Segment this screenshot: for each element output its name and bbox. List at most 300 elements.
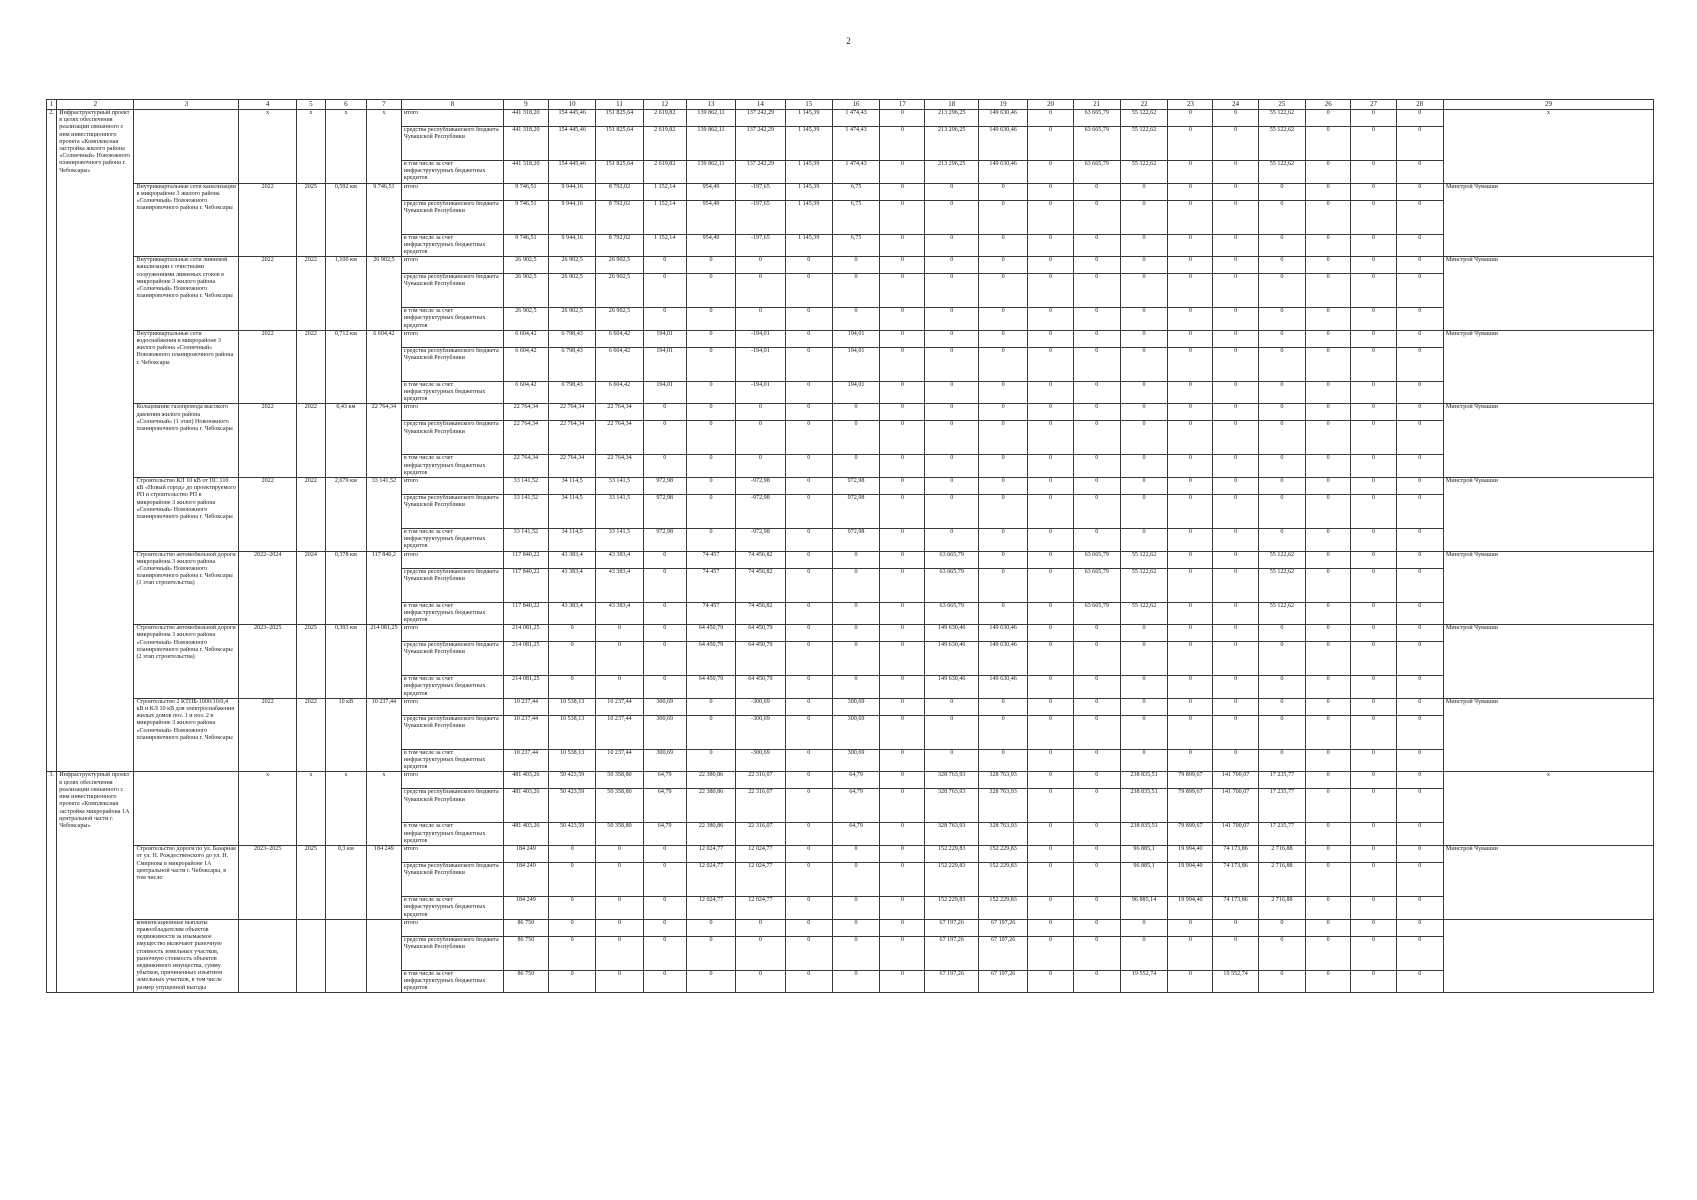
- table-row: [47, 919, 1654, 936]
- value-cell: 0: [1120, 625, 1167, 642]
- value-cell: 149 630,46: [978, 110, 1027, 127]
- value-cell: 152 229,83: [925, 846, 978, 863]
- value-cell: 0: [1396, 772, 1443, 789]
- value-cell: 0: [736, 274, 785, 308]
- project-name-cell: Инфраструктурный проект в целях обеспечения реализации связанного с ним инвестиционного проекта «Комплексная застройка микрорайона 1А центральной части г. Чебоксары»: [57, 772, 134, 993]
- value-cell: 0: [1028, 789, 1073, 823]
- value-cell: 6 604,42: [596, 347, 643, 381]
- executor-cell: Минстрой Чувашии: [1443, 183, 1653, 257]
- value-cell: -300,69: [736, 715, 785, 749]
- value-cell: 63 665,79: [1073, 161, 1120, 184]
- value-cell: 0: [1073, 863, 1120, 897]
- value-cell: 0: [925, 257, 978, 274]
- value-cell: 0: [643, 970, 686, 993]
- value-cell: 26 902,5: [503, 274, 548, 308]
- value-cell: 0: [880, 274, 925, 308]
- value-cell: 0: [1306, 110, 1351, 127]
- value-cell: 0: [978, 568, 1027, 602]
- value-cell: 0: [880, 642, 925, 676]
- value-cell: 0: [1351, 421, 1396, 455]
- funding-source-cell: итого: [401, 846, 503, 863]
- value-cell: 0: [1168, 698, 1213, 715]
- value-cell: 0: [1258, 625, 1305, 642]
- value-cell: 0: [1258, 698, 1305, 715]
- value-cell: 0: [1396, 897, 1443, 920]
- value-cell: 0: [1028, 381, 1073, 404]
- object-name-cell: Строительство автомобильной дороги микрорайона 3 жилого района «Солнечный» Новоюжного планировочного района г. Чебоксары (1 этап строительства): [134, 551, 239, 625]
- value-cell: 0: [1120, 455, 1167, 478]
- value-cell: 0: [1213, 234, 1258, 257]
- value-cell: 50 358,80: [596, 823, 643, 846]
- value-cell: 0: [832, 274, 879, 308]
- value-cell: 0: [785, 529, 832, 552]
- value-cell: 43 383,4: [549, 602, 596, 625]
- value-cell: 214 081,25: [503, 625, 548, 642]
- value-cell: 0: [736, 308, 785, 331]
- value-cell: 0: [596, 676, 643, 699]
- value-cell: 0: [1306, 625, 1351, 642]
- value-cell: 0: [832, 404, 879, 421]
- value-cell: 0: [1351, 749, 1396, 772]
- value-cell: 0: [1168, 404, 1213, 421]
- value-cell: 0: [1073, 529, 1120, 552]
- value-cell: 0: [1120, 715, 1167, 749]
- value-cell: 55 122,62: [1120, 110, 1167, 127]
- value-cell: 26 902,5: [549, 257, 596, 274]
- value-cell: 0: [978, 495, 1027, 529]
- value-cell: 441 318,20: [503, 110, 548, 127]
- value-cell: 0: [1306, 478, 1351, 495]
- project-number-cell: 2.: [47, 110, 57, 772]
- value-cell: 0: [785, 551, 832, 568]
- value-cell: 0: [1120, 698, 1167, 715]
- object-name-cell: [134, 772, 239, 846]
- value-cell: 0: [785, 919, 832, 936]
- value-cell: 0: [880, 568, 925, 602]
- capacity-cell: 0,712 км: [325, 330, 366, 404]
- value-cell: 152 229,83: [978, 846, 1027, 863]
- value-cell: 0: [1351, 274, 1396, 308]
- funding-source-cell: в том числе за счет инфраструктурных бюджетных кредитов: [401, 161, 503, 184]
- value-cell: 0: [1168, 625, 1213, 642]
- value-cell: 0: [1073, 823, 1120, 846]
- value-cell: 0: [1351, 330, 1396, 347]
- value-cell: 0: [785, 863, 832, 897]
- table-row: [47, 551, 1654, 568]
- value-cell: 0: [785, 330, 832, 347]
- value-cell: 22 316,07: [736, 823, 785, 846]
- value-cell: 0: [1120, 330, 1167, 347]
- value-cell: 0: [549, 919, 596, 936]
- funding-source-cell: в том числе за счет инфраструктурных бюджетных кредитов: [401, 970, 503, 993]
- value-cell: 0: [643, 455, 686, 478]
- value-cell: 0: [1073, 404, 1120, 421]
- value-cell: 9 944,16: [549, 183, 596, 200]
- funding-source-cell: средства республиканского бюджета Чувашской Республики: [401, 347, 503, 381]
- value-cell: 0: [686, 749, 735, 772]
- value-cell: 1 152,14: [643, 200, 686, 234]
- value-cell: 0: [1306, 863, 1351, 897]
- cost-cell: 22 764,34: [366, 404, 401, 478]
- value-cell: 0: [1306, 698, 1351, 715]
- column-number-cell: 25: [1258, 100, 1305, 110]
- column-number-cell: 6: [325, 100, 366, 110]
- value-cell: 0: [1306, 347, 1351, 381]
- value-cell: 139 862,11: [686, 127, 735, 161]
- value-cell: 10 538,13: [549, 749, 596, 772]
- value-cell: 0: [1351, 789, 1396, 823]
- capacity-cell: 0,592 км: [325, 183, 366, 257]
- table-row: [47, 625, 1654, 642]
- end-year-cell: 2022: [296, 698, 325, 772]
- value-cell: 0: [832, 897, 879, 920]
- value-cell: 0: [1258, 478, 1305, 495]
- value-cell: 0: [832, 642, 879, 676]
- value-cell: 86 750: [503, 970, 548, 993]
- object-name-cell: Строительство дороги по ул. Базарная от ул. Н. Рождественского до ул. Н. Смирнова в микрорайоне 1А центральной части г. Чебоксары, в том числе:: [134, 846, 239, 920]
- value-cell: 0: [880, 749, 925, 772]
- value-cell: 194,01: [643, 381, 686, 404]
- funding-source-cell: средства республиканского бюджета Чувашской Республики: [401, 495, 503, 529]
- funding-source-cell: средства республиканского бюджета Чувашской Республики: [401, 274, 503, 308]
- value-cell: 0: [785, 257, 832, 274]
- value-cell: 0: [1168, 676, 1213, 699]
- value-cell: 63 665,79: [1073, 127, 1120, 161]
- value-cell: 328 763,93: [925, 772, 978, 789]
- value-cell: 10 538,13: [549, 715, 596, 749]
- value-cell: 154 445,46: [549, 161, 596, 184]
- value-cell: -300,69: [736, 698, 785, 715]
- value-cell: 0: [925, 234, 978, 257]
- value-cell: 0: [1351, 897, 1396, 920]
- value-cell: 10 237,44: [596, 749, 643, 772]
- value-cell: 300,69: [832, 715, 879, 749]
- value-cell: 0: [1213, 161, 1258, 184]
- value-cell: 0: [1028, 455, 1073, 478]
- value-cell: 184 249: [503, 897, 548, 920]
- value-cell: 0: [1258, 749, 1305, 772]
- value-cell: 0: [1396, 161, 1443, 184]
- funding-source-cell: в том числе за счет инфраструктурных бюджетных кредитов: [401, 823, 503, 846]
- value-cell: 26 902,5: [503, 257, 548, 274]
- value-cell: 26 902,5: [596, 274, 643, 308]
- value-cell: 26 902,5: [549, 274, 596, 308]
- value-cell: 0: [1073, 330, 1120, 347]
- value-cell: 0: [1168, 970, 1213, 993]
- value-cell: 0: [1213, 421, 1258, 455]
- value-cell: 0: [1396, 789, 1443, 823]
- start-year-cell: 2023–2025: [239, 846, 297, 920]
- value-cell: 0: [832, 257, 879, 274]
- value-cell: 149 630,46: [978, 642, 1027, 676]
- value-cell: 0: [832, 625, 879, 642]
- value-cell: 0: [1213, 529, 1258, 552]
- value-cell: 0: [1168, 919, 1213, 936]
- object-name-cell: Кольцевание газопровода высокого давления жилого района «Солнечный» (1 этап) Новоюжного планировочного района г. Чебоксары: [134, 404, 239, 478]
- value-cell: 149 630,46: [925, 642, 978, 676]
- value-cell: 0: [880, 863, 925, 897]
- value-cell: 6 604,42: [503, 347, 548, 381]
- value-cell: 0: [785, 897, 832, 920]
- value-cell: 0: [1351, 602, 1396, 625]
- executor-cell: x: [1443, 110, 1653, 184]
- value-cell: 481 403,26: [503, 823, 548, 846]
- value-cell: 214 081,25: [503, 642, 548, 676]
- value-cell: 0: [1306, 749, 1351, 772]
- value-cell: 0: [925, 200, 978, 234]
- value-cell: 0: [643, 642, 686, 676]
- value-cell: 0: [1028, 274, 1073, 308]
- value-cell: 0: [1306, 161, 1351, 184]
- value-cell: 238 835,51: [1120, 772, 1167, 789]
- value-cell: 0: [1351, 183, 1396, 200]
- value-cell: 0: [686, 347, 735, 381]
- value-cell: 0: [1168, 936, 1213, 970]
- value-cell: 0: [1168, 308, 1213, 331]
- value-cell: 194,01: [643, 347, 686, 381]
- value-cell: -972,98: [736, 529, 785, 552]
- object-name-cell: [134, 110, 239, 184]
- value-cell: 0: [925, 715, 978, 749]
- value-cell: 12 024,77: [736, 897, 785, 920]
- value-cell: 0: [1306, 642, 1351, 676]
- value-cell: 0: [643, 568, 686, 602]
- value-cell: 67 197,26: [978, 919, 1027, 936]
- value-cell: 96 885,14: [1120, 897, 1167, 920]
- value-cell: 0: [1306, 495, 1351, 529]
- funding-source-cell: итого: [401, 478, 503, 495]
- value-cell: 954,49: [686, 183, 735, 200]
- value-cell: 0: [1213, 551, 1258, 568]
- value-cell: 0: [978, 330, 1027, 347]
- value-cell: 63 665,79: [1073, 602, 1120, 625]
- value-cell: 19 552,74: [1120, 970, 1167, 993]
- value-cell: 0: [736, 404, 785, 421]
- value-cell: 0: [1258, 970, 1305, 993]
- value-cell: 0: [832, 421, 879, 455]
- column-number-cell: 4: [239, 100, 297, 110]
- value-cell: 12 024,77: [686, 897, 735, 920]
- value-cell: 0: [925, 421, 978, 455]
- value-cell: 0: [1073, 789, 1120, 823]
- value-cell: 22 764,34: [503, 421, 548, 455]
- value-cell: 0: [1351, 823, 1396, 846]
- value-cell: 67 197,26: [978, 936, 1027, 970]
- value-cell: 63 665,79: [1073, 110, 1120, 127]
- value-cell: 0: [1306, 308, 1351, 331]
- value-cell: 0: [1351, 970, 1396, 993]
- value-cell: 50 423,59: [549, 823, 596, 846]
- value-cell: -194,01: [736, 347, 785, 381]
- value-cell: 26 902,5: [549, 308, 596, 331]
- value-cell: 64 450,79: [736, 642, 785, 676]
- value-cell: 0: [1306, 919, 1351, 936]
- value-cell: 63 665,79: [925, 568, 978, 602]
- value-cell: 0: [785, 568, 832, 602]
- value-cell: 0: [1258, 642, 1305, 676]
- cost-cell: 214 081,25: [366, 625, 401, 699]
- executor-cell: Минстрой Чувашии: [1443, 625, 1653, 699]
- value-cell: 8 792,02: [596, 200, 643, 234]
- value-cell: 0: [1351, 308, 1396, 331]
- value-cell: 6 798,43: [549, 347, 596, 381]
- value-cell: 0: [1028, 308, 1073, 331]
- value-cell: 0: [978, 200, 1027, 234]
- value-cell: 0: [549, 897, 596, 920]
- value-cell: 0: [1396, 863, 1443, 897]
- value-cell: 0: [1168, 200, 1213, 234]
- value-cell: 64,79: [832, 772, 879, 789]
- funding-source-cell: в том числе за счет инфраструктурных бюджетных кредитов: [401, 529, 503, 552]
- value-cell: 0: [785, 772, 832, 789]
- funding-source-cell: в том числе за счет инфраструктурных бюджетных кредитов: [401, 234, 503, 257]
- value-cell: 33 141,52: [503, 529, 548, 552]
- value-cell: 0: [1306, 234, 1351, 257]
- value-cell: 972,98: [832, 495, 879, 529]
- value-cell: 0: [1168, 257, 1213, 274]
- value-cell: 55 122,62: [1120, 568, 1167, 602]
- value-cell: 0: [686, 478, 735, 495]
- value-cell: 22 764,34: [596, 455, 643, 478]
- value-cell: 0: [1351, 698, 1396, 715]
- table-row: [47, 404, 1654, 421]
- end-year-cell: 2022: [296, 478, 325, 552]
- funding-source-cell: средства республиканского бюджета Чувашской Республики: [401, 863, 503, 897]
- value-cell: 0: [1258, 919, 1305, 936]
- value-cell: 0: [1168, 602, 1213, 625]
- value-cell: 0: [785, 970, 832, 993]
- value-cell: 0: [1306, 257, 1351, 274]
- value-cell: 22 764,34: [596, 404, 643, 421]
- value-cell: 8 792,02: [596, 234, 643, 257]
- project-number-cell: 3.: [47, 772, 57, 993]
- value-cell: 17 235,77: [1258, 772, 1305, 789]
- value-cell: 0: [1073, 919, 1120, 936]
- value-cell: 0: [549, 846, 596, 863]
- funding-source-cell: средства республиканского бюджета Чувашской Республики: [401, 200, 503, 234]
- value-cell: 9 746,51: [503, 200, 548, 234]
- value-cell: 213 296,25: [925, 127, 978, 161]
- value-cell: 137 242,29: [736, 127, 785, 161]
- value-cell: 1 152,14: [643, 183, 686, 200]
- value-cell: 26 902,5: [596, 308, 643, 331]
- value-cell: 22 764,34: [503, 404, 548, 421]
- value-cell: 0: [1120, 347, 1167, 381]
- value-cell: -972,98: [736, 495, 785, 529]
- value-cell: 0: [1396, 625, 1443, 642]
- value-cell: 0: [978, 421, 1027, 455]
- value-cell: 9 746,51: [503, 234, 548, 257]
- value-cell: 9 746,51: [503, 183, 548, 200]
- value-cell: 0: [1351, 127, 1396, 161]
- value-cell: 0: [686, 936, 735, 970]
- value-cell: 50 423,59: [549, 789, 596, 823]
- value-cell: 19 994,40: [1168, 863, 1213, 897]
- value-cell: 149 630,46: [925, 625, 978, 642]
- value-cell: 0: [1396, 676, 1443, 699]
- value-cell: 0: [1396, 421, 1443, 455]
- value-cell: 0: [880, 625, 925, 642]
- object-name-cell: Внутриквартальные сети ливневой канализации с очистными сооружениями ливневых стоков в микрорайоне 3 жилого района «Солнечный» Новоюжного планировочного района г. Чебоксары: [134, 257, 239, 331]
- value-cell: 10 237,44: [503, 698, 548, 715]
- cost-cell: [366, 919, 401, 993]
- funding-source-cell: итого: [401, 551, 503, 568]
- value-cell: 1 145,39: [785, 183, 832, 200]
- value-cell: 17 235,77: [1258, 789, 1305, 823]
- value-cell: 2 619,82: [643, 161, 686, 184]
- value-cell: 2 716,88: [1258, 846, 1305, 863]
- value-cell: 1 474,43: [832, 127, 879, 161]
- funding-source-cell: в том числе за счет инфраструктурных бюджетных кредитов: [401, 308, 503, 331]
- value-cell: 481 403,26: [503, 772, 548, 789]
- value-cell: 0: [880, 347, 925, 381]
- value-cell: 0: [1168, 183, 1213, 200]
- value-cell: 0: [1073, 421, 1120, 455]
- value-cell: 33 141,52: [503, 478, 548, 495]
- value-cell: 0: [832, 676, 879, 699]
- value-cell: 0: [880, 381, 925, 404]
- value-cell: 0: [1120, 308, 1167, 331]
- table-row: [47, 110, 1654, 127]
- value-cell: 33 141,5: [596, 529, 643, 552]
- value-cell: 6 604,42: [596, 381, 643, 404]
- object-name-cell: компенсационные выплаты правообладателям объектов недвижимости за изымаемое имущество включают рыночную стоимость земельных участков, рыночную стоимость объектов недвижимого имущества, сумму убытков, причиненных изъятием земельных участков, в том числе размер упущенной выгоды: [134, 919, 239, 993]
- value-cell: 0: [1258, 257, 1305, 274]
- value-cell: 0: [1396, 234, 1443, 257]
- value-cell: 0: [1120, 936, 1167, 970]
- value-cell: 0: [1213, 330, 1258, 347]
- value-cell: 0: [1351, 568, 1396, 602]
- value-cell: 139 862,11: [686, 110, 735, 127]
- value-cell: 0: [1396, 308, 1443, 331]
- value-cell: 0: [736, 936, 785, 970]
- value-cell: 0: [1028, 330, 1073, 347]
- start-year-cell: 2022: [239, 330, 297, 404]
- executor-cell: Минстрой Чувашии: [1443, 846, 1653, 920]
- value-cell: 194,01: [832, 381, 879, 404]
- column-number-cell: 16: [832, 100, 879, 110]
- value-cell: 0: [785, 308, 832, 331]
- value-cell: 0: [1396, 404, 1443, 421]
- value-cell: 0: [785, 698, 832, 715]
- value-cell: 0: [1120, 381, 1167, 404]
- value-cell: 8 792,02: [596, 183, 643, 200]
- value-cell: 0: [1213, 308, 1258, 331]
- value-cell: 9 944,16: [549, 200, 596, 234]
- start-year-cell: 2022: [239, 257, 297, 331]
- executor-cell: x: [1443, 772, 1653, 846]
- column-number-cell: 15: [785, 100, 832, 110]
- value-cell: 0: [1351, 676, 1396, 699]
- value-cell: 0: [1351, 381, 1396, 404]
- value-cell: 0: [1213, 625, 1258, 642]
- value-cell: 6 604,42: [596, 330, 643, 347]
- value-cell: 74 456,82: [736, 568, 785, 602]
- value-cell: 213 296,25: [925, 161, 978, 184]
- value-cell: 0: [1396, 478, 1443, 495]
- value-cell: 0: [549, 863, 596, 897]
- start-year-cell: 2022: [239, 404, 297, 478]
- start-year-cell: 2022: [239, 478, 297, 552]
- value-cell: 10 237,44: [596, 698, 643, 715]
- value-cell: 0: [1396, 455, 1443, 478]
- value-cell: 0: [1351, 772, 1396, 789]
- value-cell: 0: [596, 919, 643, 936]
- cost-cell: x: [366, 110, 401, 184]
- value-cell: 33 141,5: [596, 495, 643, 529]
- value-cell: 0: [978, 551, 1027, 568]
- capacity-cell: 0,378 км: [325, 551, 366, 625]
